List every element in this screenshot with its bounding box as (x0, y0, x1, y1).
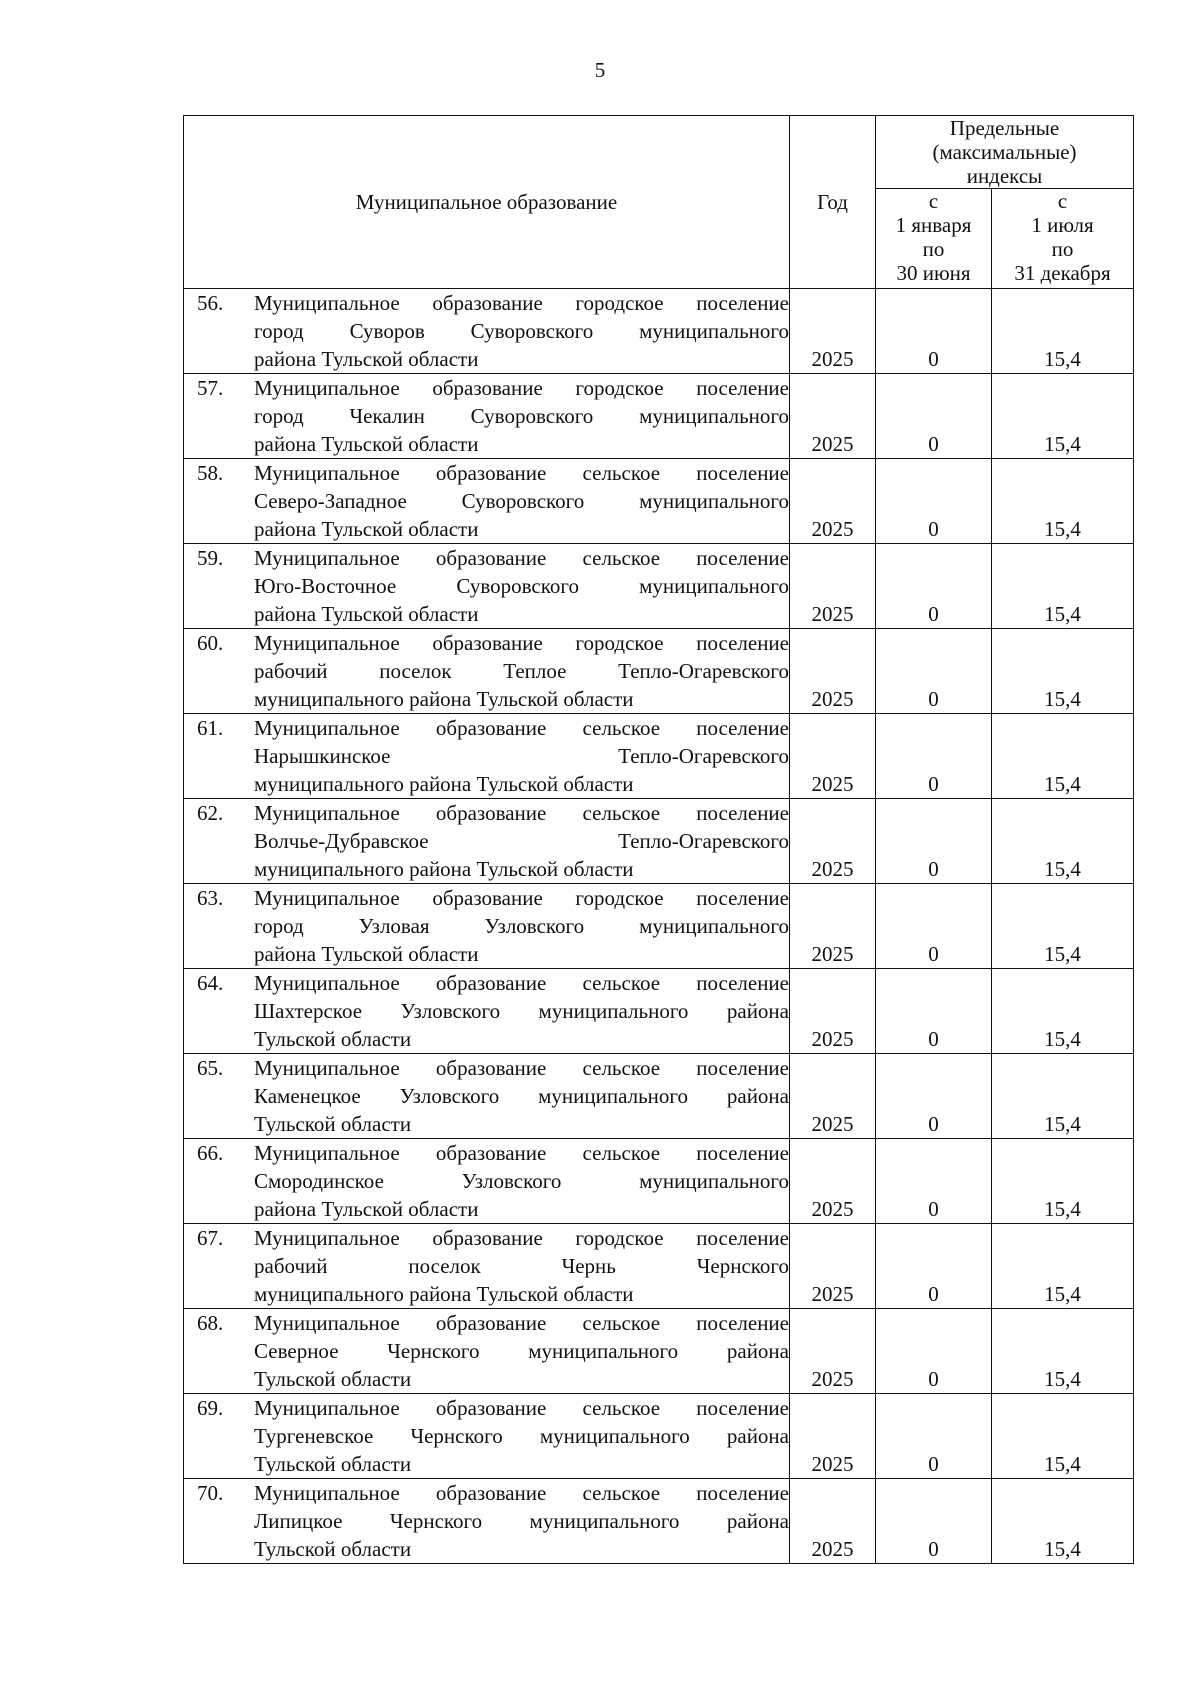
municipality-name-line: Муниципальное образование городское поселение (254, 376, 789, 400)
index-second-half-cell: 15,4 (992, 799, 1134, 884)
municipality-cell (184, 1224, 790, 1309)
municipality-name-line: Липицкое Чернского муниципального района (254, 1509, 789, 1533)
municipality-name-line: района Тульской области (254, 602, 479, 626)
header-limit-indices (876, 116, 1134, 189)
municipality-name-line: Муниципальное образование сельское поселение (254, 1056, 789, 1080)
municipality-name-line: Тульской области (254, 1112, 412, 1136)
table-row (184, 459, 1134, 544)
table-row (184, 289, 1134, 374)
header-period-second (992, 189, 1134, 289)
municipality-name (252, 1309, 789, 1393)
header-year: Год (790, 116, 876, 289)
header-limit-line-2: (максимальные) (932, 140, 1077, 164)
row-number: 56. (197, 291, 224, 315)
municipality-name-line: Муниципальное образование сельское поселение (254, 1396, 789, 1420)
municipality-name-line: района Тульской области (254, 347, 479, 371)
index-second-half-cell: 15,4 (992, 969, 1134, 1054)
index-second-half-cell: 15,4 (992, 1479, 1134, 1564)
index-second-half-cell: 15,4 (992, 544, 1134, 629)
municipality-name (252, 459, 789, 543)
year-cell: 2025 (790, 969, 876, 1054)
municipality-name-line: Муниципальное образование сельское поселение (254, 1311, 789, 1335)
row-number: 70. (197, 1481, 224, 1505)
municipality-cell (184, 459, 790, 544)
row-number: 64. (197, 971, 224, 995)
row-number: 67. (197, 1226, 224, 1250)
table-header-row-1 (184, 116, 1134, 189)
index-first-half-cell: 0 (876, 1394, 992, 1479)
year-cell: 2025 (790, 1139, 876, 1224)
row-number: 61. (197, 716, 224, 740)
index-first-half-cell: 0 (876, 1139, 992, 1224)
table-row (184, 1139, 1134, 1224)
header-period-first-line-4: 30 июня (896, 261, 971, 285)
municipality-name-line: Тургеневское Чернского муниципального района (254, 1424, 789, 1448)
index-first-half-cell: 0 (876, 1479, 992, 1564)
year-cell: 2025 (790, 1479, 876, 1564)
municipality-name (252, 1224, 789, 1308)
municipality-name-line: Каменецкое Узловского муниципального района (254, 1084, 789, 1108)
year-cell: 2025 (790, 459, 876, 544)
index-first-half-cell: 0 (876, 1309, 992, 1394)
year-cell: 2025 (790, 1309, 876, 1394)
table-row (184, 884, 1134, 969)
municipality-name (252, 289, 789, 373)
index-first-half-cell: 0 (876, 459, 992, 544)
year-cell: 2025 (790, 1054, 876, 1139)
row-number: 57. (197, 376, 224, 400)
municipality-name-line: рабочий поселок Чернь Чернского (254, 1254, 789, 1278)
municipality-name-line: муниципального района Тульской области (254, 857, 634, 881)
municipality-name-line: рабочий поселок Теплое Тепло-Огаревского (254, 659, 789, 683)
index-first-half-cell: 0 (876, 374, 992, 459)
header-period-second-line-4: 31 декабря (1014, 261, 1111, 285)
municipality-name-line: района Тульской области (254, 942, 479, 966)
municipality-name-line: района Тульской области (254, 517, 479, 541)
index-first-half-cell: 0 (876, 799, 992, 884)
municipality-name-line: района Тульской области (254, 1197, 479, 1221)
year-cell: 2025 (790, 884, 876, 969)
table-row (184, 629, 1134, 714)
header-period-first-line-1: с (928, 189, 939, 213)
municipality-cell (184, 289, 790, 374)
index-second-half-cell: 15,4 (992, 1139, 1134, 1224)
municipality-cell (184, 1479, 790, 1564)
header-limit-line-3: индексы (966, 164, 1043, 188)
municipality-name-line: Тульской области (254, 1027, 412, 1051)
index-first-half-cell: 0 (876, 1224, 992, 1309)
year-cell: 2025 (790, 289, 876, 374)
municipality-name-line: Муниципальное образование городское поселение (254, 631, 789, 655)
index-second-half-cell: 15,4 (992, 884, 1134, 969)
municipality-name-line: Муниципальное образование сельское поселение (254, 546, 789, 570)
municipality-name-line: город Чекалин Суворовского муниципального (254, 404, 789, 428)
header-municipality: Муниципальное образование (184, 116, 790, 289)
table-row (184, 1394, 1134, 1479)
municipality-name (252, 374, 789, 458)
index-second-half-cell: 15,4 (992, 1224, 1134, 1309)
index-second-half-cell: 15,4 (992, 714, 1134, 799)
index-first-half-cell: 0 (876, 544, 992, 629)
year-cell: 2025 (790, 544, 876, 629)
municipality-name-line: Муниципальное образование сельское поселение (254, 1141, 789, 1165)
municipality-name-line: Муниципальное образование городское поселение (254, 886, 789, 910)
municipality-name (252, 544, 789, 628)
municipality-name-line: муниципального района Тульской области (254, 1282, 634, 1306)
index-first-half-cell: 0 (876, 714, 992, 799)
index-first-half-cell: 0 (876, 969, 992, 1054)
municipality-name (252, 969, 789, 1053)
municipality-name-line: Тульской области (254, 1367, 412, 1391)
table-row (184, 374, 1134, 459)
municipality-name-line: Муниципальное образование сельское поселение (254, 461, 789, 485)
municipality-name (252, 629, 789, 713)
table-row (184, 544, 1134, 629)
municipality-name-line: Волчье-Дубравское Тепло-Огаревского (254, 829, 789, 853)
header-period-first-line-3: по (922, 237, 945, 261)
municipality-name (252, 1054, 789, 1138)
municipality-cell (184, 374, 790, 459)
municipality-name (252, 1479, 789, 1563)
index-first-half-cell: 0 (876, 1054, 992, 1139)
index-second-half-cell: 15,4 (992, 289, 1134, 374)
header-limit-line-1: Предельные (949, 116, 1060, 140)
municipality-name-line: Муниципальное образование городское поселение (254, 291, 789, 315)
table-row (184, 1224, 1134, 1309)
municipality-cell (184, 969, 790, 1054)
municipality-name-line: Тульской области (254, 1452, 412, 1476)
year-cell: 2025 (790, 714, 876, 799)
index-first-half-cell: 0 (876, 884, 992, 969)
indices-table (183, 115, 1134, 1564)
header-period-second-line-1: с (1057, 189, 1068, 213)
municipality-cell (184, 1054, 790, 1139)
year-cell: 2025 (790, 629, 876, 714)
municipality-name-line: Нарышкинское Тепло-Огаревского (254, 744, 789, 768)
municipality-name (252, 884, 789, 968)
municipality-name-line: город Узловая Узловского муниципального (254, 914, 789, 938)
index-first-half-cell: 0 (876, 629, 992, 714)
municipality-name (252, 1139, 789, 1223)
municipality-name-line: Тульской области (254, 1537, 412, 1561)
page-number: 5 (594, 58, 606, 82)
index-second-half-cell: 15,4 (992, 629, 1134, 714)
row-number: 68. (197, 1311, 224, 1335)
municipality-name-line: муниципального района Тульской области (254, 687, 634, 711)
municipality-cell (184, 1309, 790, 1394)
table-row (184, 969, 1134, 1054)
municipality-name (252, 714, 789, 798)
header-period-first (876, 189, 992, 289)
header-period-second-line-2: 1 июля (1031, 213, 1094, 237)
year-cell: 2025 (790, 1394, 876, 1479)
table-body (184, 289, 1134, 1564)
municipality-name (252, 1394, 789, 1478)
row-number: 60. (197, 631, 224, 655)
municipality-cell (184, 799, 790, 884)
municipality-name-line: Муниципальное образование городское поселение (254, 1226, 789, 1250)
index-second-half-cell: 15,4 (992, 1309, 1134, 1394)
municipality-name-line: город Суворов Суворовского муниципального (254, 319, 789, 343)
municipality-name (252, 799, 789, 883)
row-number: 63. (197, 886, 224, 910)
municipality-cell (184, 1394, 790, 1479)
row-number: 66. (197, 1141, 224, 1165)
table-row (184, 1054, 1134, 1139)
municipality-name-line: района Тульской области (254, 432, 479, 456)
year-cell: 2025 (790, 799, 876, 884)
row-number: 65. (197, 1056, 224, 1080)
header-period-first-line-2: 1 января (895, 213, 972, 237)
municipality-name-line: Юго-Восточное Суворовского муниципального (254, 574, 789, 598)
row-number: 69. (197, 1396, 224, 1420)
municipality-name-line: Муниципальное образование сельское поселение (254, 716, 789, 740)
table-row (184, 714, 1134, 799)
year-cell: 2025 (790, 1224, 876, 1309)
municipality-name-line: Северо-Западное Суворовского муниципального (254, 489, 789, 513)
municipality-name-line: Смородинское Узловского муниципального (254, 1169, 789, 1193)
municipality-name-line: Северное Чернского муниципального района (254, 1339, 789, 1363)
municipality-cell (184, 544, 790, 629)
year-cell: 2025 (790, 374, 876, 459)
index-second-half-cell: 15,4 (992, 459, 1134, 544)
municipality-name-line: Муниципальное образование сельское поселение (254, 971, 789, 995)
index-first-half-cell: 0 (876, 289, 992, 374)
index-second-half-cell: 15,4 (992, 1054, 1134, 1139)
municipality-name-line: муниципального района Тульской области (254, 772, 634, 796)
table-row (184, 1309, 1134, 1394)
row-number: 58. (197, 461, 224, 485)
municipality-cell (184, 714, 790, 799)
index-second-half-cell: 15,4 (992, 1394, 1134, 1479)
municipality-name-line: Муниципальное образование сельское поселение (254, 1481, 789, 1505)
row-number: 59. (197, 546, 224, 570)
table-row (184, 799, 1134, 884)
index-second-half-cell: 15,4 (992, 374, 1134, 459)
municipality-cell (184, 629, 790, 714)
municipality-cell (184, 1139, 790, 1224)
table-row (184, 1479, 1134, 1564)
row-number: 62. (197, 801, 224, 825)
municipality-name-line: Муниципальное образование сельское поселение (254, 801, 789, 825)
header-period-second-line-3: по (1051, 237, 1074, 261)
municipality-name-line: Шахтерское Узловского муниципального района (254, 999, 789, 1023)
municipality-cell (184, 884, 790, 969)
